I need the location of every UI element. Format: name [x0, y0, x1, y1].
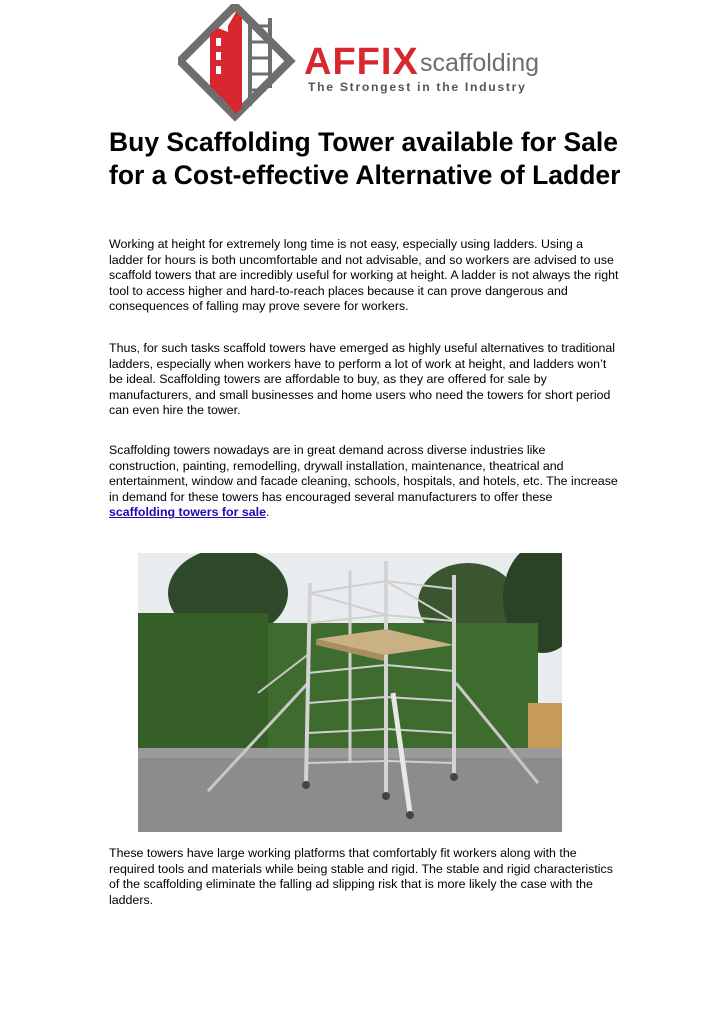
logo-affix-text: AFFIX — [304, 41, 419, 83]
company-logo — [178, 4, 548, 122]
scaffolding-towers-link[interactable]: scaffolding towers for sale — [109, 505, 266, 520]
paragraph-demand-text: Scaffolding towers nowadays are in great demand across diverse industries like construction, painting, remodelling, drywall installation, maintenance, theatrical and entertainment, window and facade cleaning, schools, hospitals, and hotels, etc. The increase in demand for these towers has encouraged several manufacturers to offer these — [109, 443, 618, 504]
paragraph-demand-end: . — [265, 505, 270, 520]
paragraph-platforms: These towers have large working platforms that comfortably fit workers along with the required tools and materials while being stable and rigid. The stable and rigid characteristics of the scaffolding eliminate the falling ad slipping risk that is more likely the case with the ladders. — [109, 846, 613, 907]
scaffold-tower-photo — [138, 553, 562, 832]
logo-tagline: The Strongest in the Industry — [308, 80, 527, 94]
logo-scaffolding-text: scaffolding — [420, 49, 540, 77]
paragraph-alternatives: Thus, for such tasks scaffold towers have emerged as highly useful alternatives to traditional ladders, especially when workers have to perform a lot of work at height, and ladders won’t be ideal. Scaffolding towers are affordable to buy, as they are offered for sale by manufacturers, and small businesses and home users who need the towers for short period can even hire the tower. — [109, 341, 615, 418]
paragraph-demand — [109, 443, 619, 521]
paragraph-intro: Working at height for extremely long time is not easy, especially using ladders. Using a ladder for hours is both uncomfortable and not advisable, and so workers are advised to use scaffold towers that are incredibly useful for working at height. A ladder is not always the right tool to access higher and hard-to-reach places because it can prove dangerous and consequences of falling may prove severe for workers. — [109, 237, 619, 314]
page-title: Buy Scaffolding Tower available for Sale for a Cost-effective Alternative of Ladder — [109, 127, 621, 190]
